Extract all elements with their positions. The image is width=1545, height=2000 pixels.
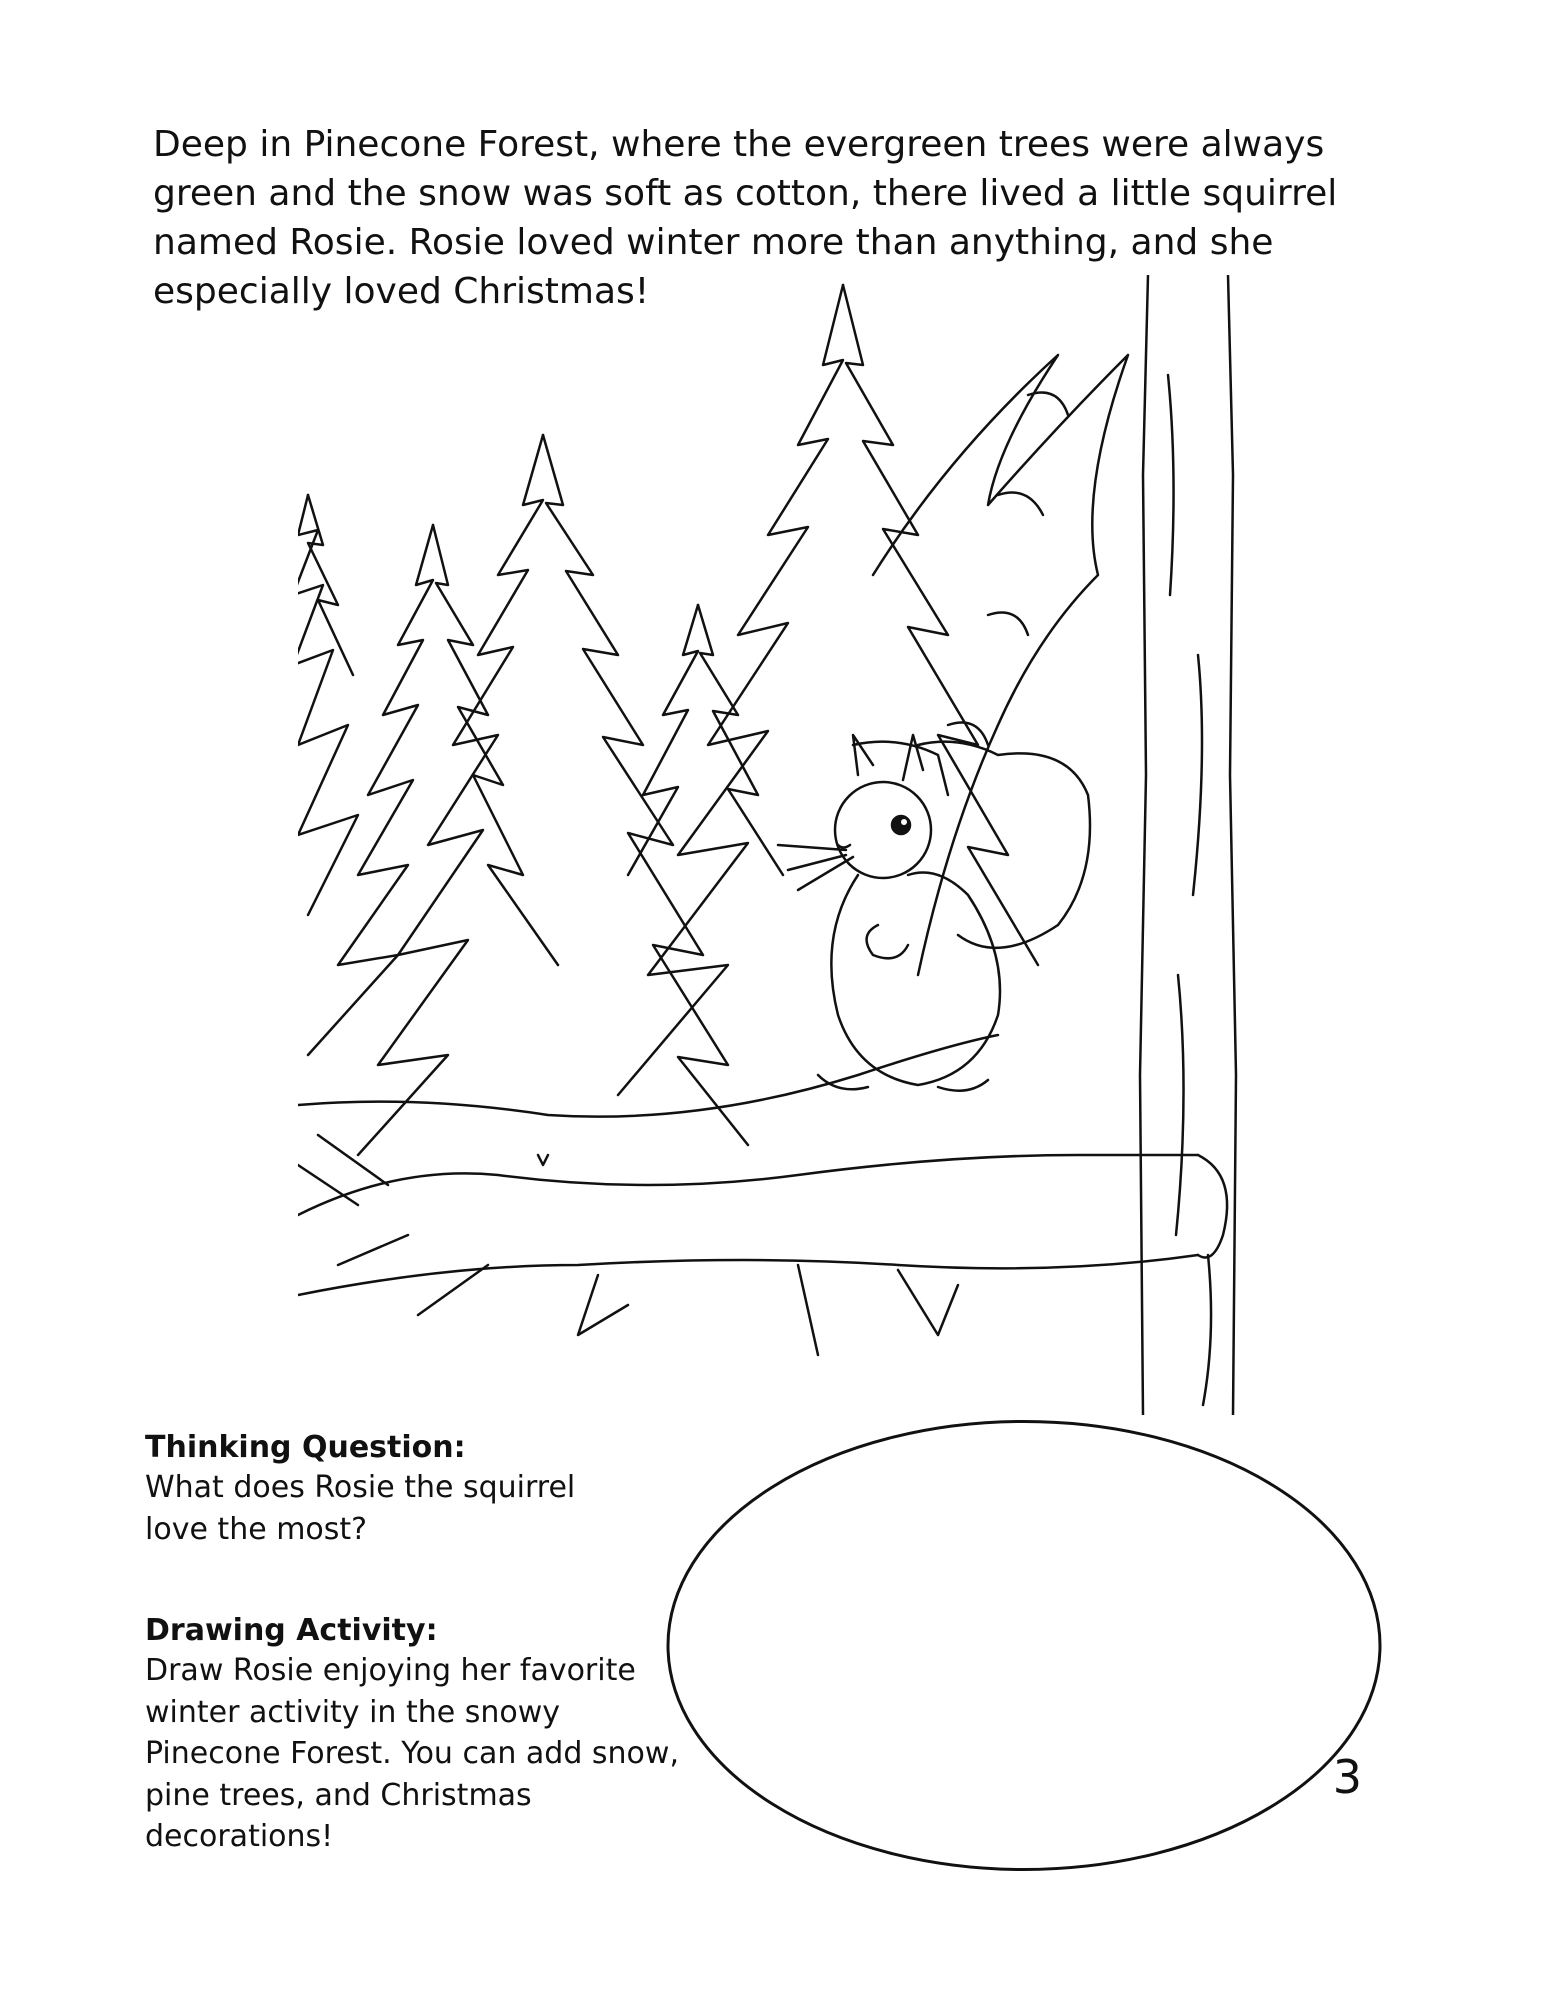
squirrel-forest-illustration xyxy=(298,275,1240,1415)
pine-tree-center-tall xyxy=(618,285,1038,1095)
pine-tree-center-left xyxy=(358,435,748,1165)
pine-tree-left xyxy=(308,525,558,1055)
snowy-branch xyxy=(298,1135,1227,1355)
story-paragraph: Deep in Pinecone Forest, where the evergreen trees were always green and the snow was soft as cotton, there lived a little squirrel named Rosie. Rosie loved winter more than anything, and she especially loved Christmas! xyxy=(153,124,1338,312)
thinking-question-text: What does Rosie the squirrel love the most? xyxy=(145,1470,576,1547)
drawing-activity-title: Drawing Activity: xyxy=(145,1613,438,1648)
tree-trunk xyxy=(1140,275,1236,1415)
page-number: 3 xyxy=(1332,1750,1362,1804)
drawing-activity-text: Draw Rosie enjoying her favorite winter activity in the snowy Pinecone Forest. You can add snow, pine trees, and Christmas decorations! xyxy=(145,1653,679,1854)
pine-tree-near-right xyxy=(873,355,1128,975)
squirrel-rosie xyxy=(778,735,1090,1091)
drawing-oval-area[interactable] xyxy=(664,1418,1384,1873)
pine-tree-center-small xyxy=(628,605,783,875)
pine-tree-far-left xyxy=(298,495,358,915)
thinking-question-title: Thinking Question: xyxy=(145,1430,466,1465)
